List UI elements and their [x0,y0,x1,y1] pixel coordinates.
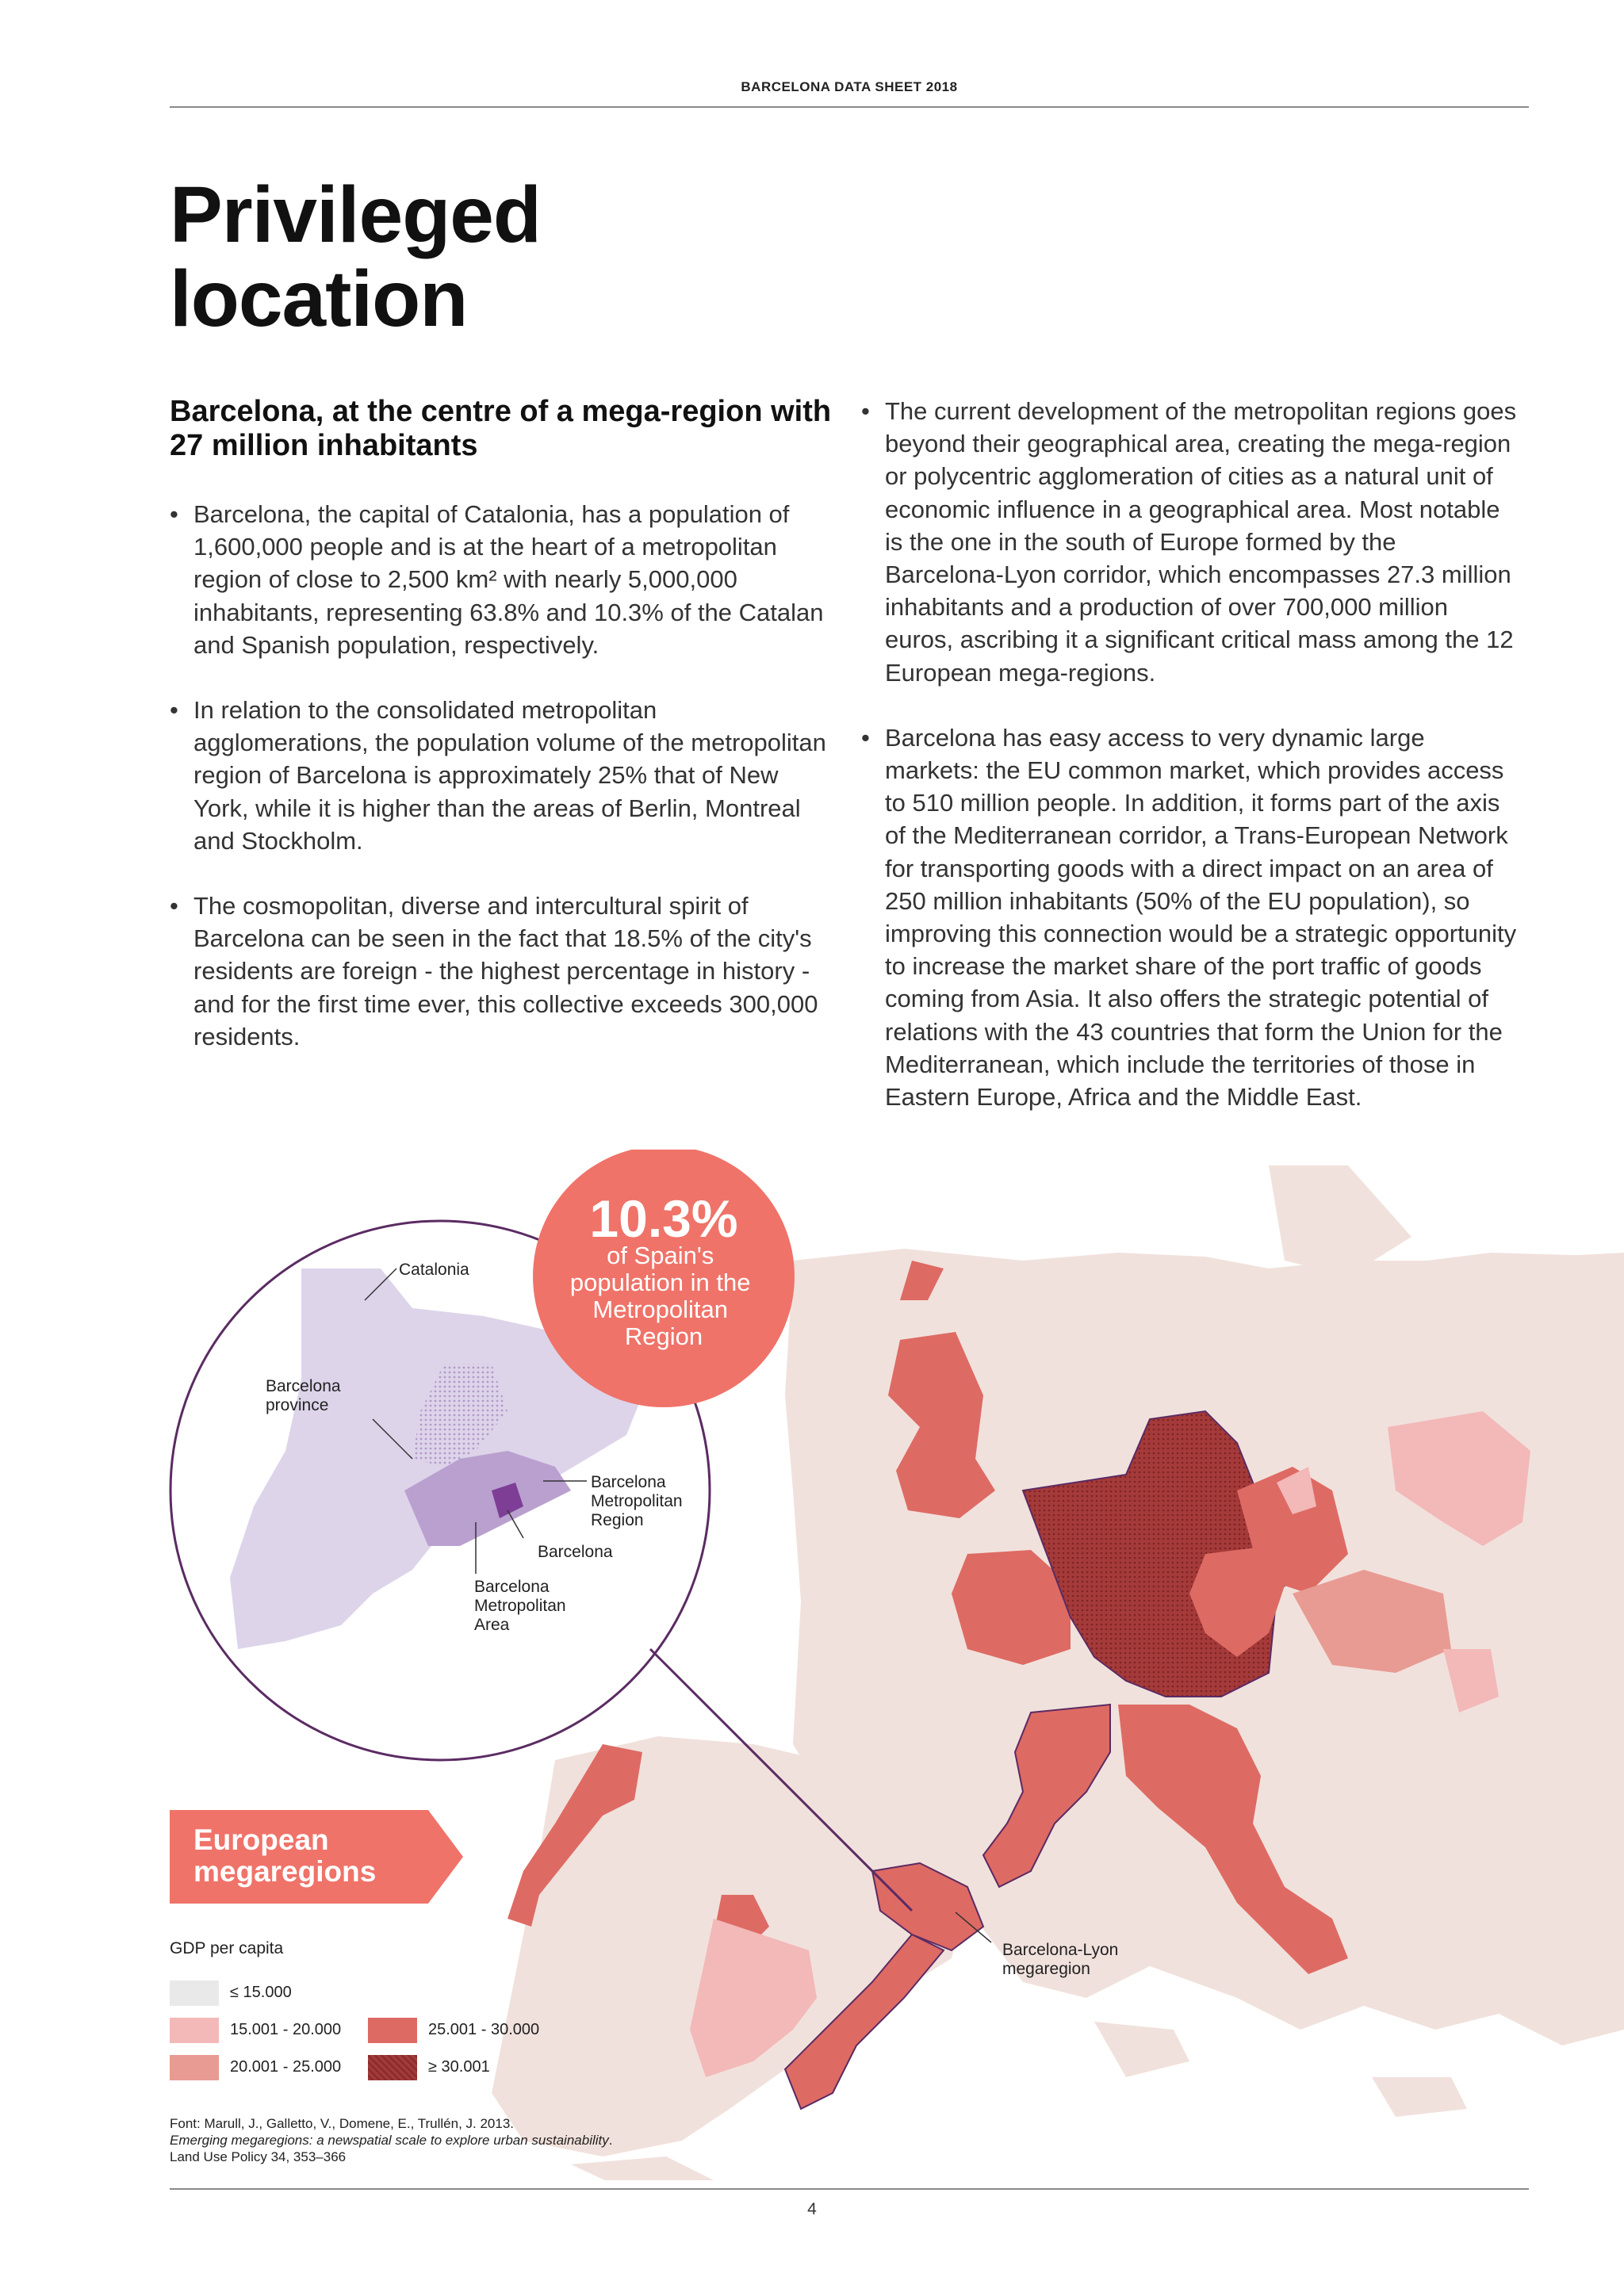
legend-swatch [368,2018,417,2043]
legend-title: GDP per capita [170,1939,284,1957]
legend-label: 15.001 - 20.000 [230,2021,342,2038]
label-province: Barcelona province [266,1377,341,1414]
legend-label: 25.001 - 30.000 [428,2021,540,2038]
legend-banner [170,1810,463,1904]
section-heading: Barcelona, at the centre of a mega-region with 27 million inhabitants [170,395,832,462]
legend-swatch [368,2055,417,2080]
label-metro-area: Barcelona Metropolitan Area [474,1578,566,1634]
source-line-1: Font: Marull, J., Galletto, V., Domene, E., Trullén, J. 2013. [170,2116,515,2131]
label-metro-region: Barcelona Metropolitan Region [591,1473,683,1529]
callout-value: 10.3% [589,1189,738,1248]
label-megaregion: Barcelona-Lyon megaregion [1002,1941,1119,1978]
list-item: • Barcelona, the capital of Catalonia, has a population of 1,600,000 people and is at the heart of a metropolitan region of close to 2,500 km² with nearly 5,000,000 inhabitants, representing 63.8% and 10.3% of the Catalan and Spanish population, respectively. [170,498,836,661]
left-column [170,395,836,1085]
legend-banner-text: European megaregions [193,1823,377,1888]
legend-swatch [170,1980,219,2006]
population-callout [533,1150,795,1407]
left-bullet-list [170,498,836,1053]
footer-divider [170,2188,1529,2190]
page-title-line-1: Privileged [170,170,541,259]
right-column [861,395,1519,1146]
legend-label: ≤ 15.000 [230,1984,292,2001]
source-title: Emerging megaregions: a newspatial scale to explore urban sustainability [170,2133,609,2148]
callout-text: of Spain's population in the Metropolitan Region [569,1242,751,1350]
list-item: • Barcelona has easy access to very dynamic large markets: the EU common market, which provides access to 510 million people. In addition, it forms part of the axis of the Mediterranean corridor, a Trans-European Network for transporting goods with a direct impact on an area of 250 million inhabitants (50% of the EU population), so improving this connection would be a strategic opportunity to increase the market share of the port traffic of goods coming from Asia. It also offers the strategic potential of relations with the 43 countries that form the Union for the Mediterranean, which include the territories of those in Eastern Europe, Africa and the Middle East. [861,721,1519,1113]
legend-swatch [170,2055,219,2080]
header-divider [170,106,1529,108]
page-title-line-2: location [170,254,468,343]
list-item: • The cosmopolitan, diverse and intercultural spirit of Barcelona can be seen in the fact that 18.5% of the city's residents are foreign - the highest percentage in history - and for the first time ever, this collective exceeds 300,000 residents. [170,890,836,1053]
list-item: • In relation to the consolidated metropolitan agglomerations, the population volume of the metropolitan region of Barcelona is approximately 25% that of New York, while it is higher than the areas of Berlin, Montreal and Stockholm. [170,694,836,857]
right-bullet-list [861,395,1519,1113]
page-title [170,170,883,343]
source-rest: . Land Use Policy 34, 353–366 [170,2133,613,2164]
legend-label: 20.001 - 25.000 [230,2058,342,2076]
source-note [170,2115,614,2165]
running-header: BARCELONA DATA SHEET 2018 [741,79,958,94]
label-catalonia: Catalonia [399,1261,469,1279]
page-number: 4 [807,2200,817,2218]
label-barcelona-city: Barcelona [538,1543,613,1561]
legend-label: ≥ 30.001 [428,2058,490,2076]
list-item: • The current development of the metropolitan regions goes beyond their geographical area, creating the mega-region or polycentric agglomeration of cities as a natural unit of economic influence in a geographical area. Most notable is the one in the south of Europe formed by the Barcelona-Lyon corridor, which encompasses 27.3 million inhabitants and a production of over 700,000 million euros, ascribing it a significant critical mass among the 12 European mega-regions. [861,395,1519,689]
legend-swatch [170,2018,219,2043]
